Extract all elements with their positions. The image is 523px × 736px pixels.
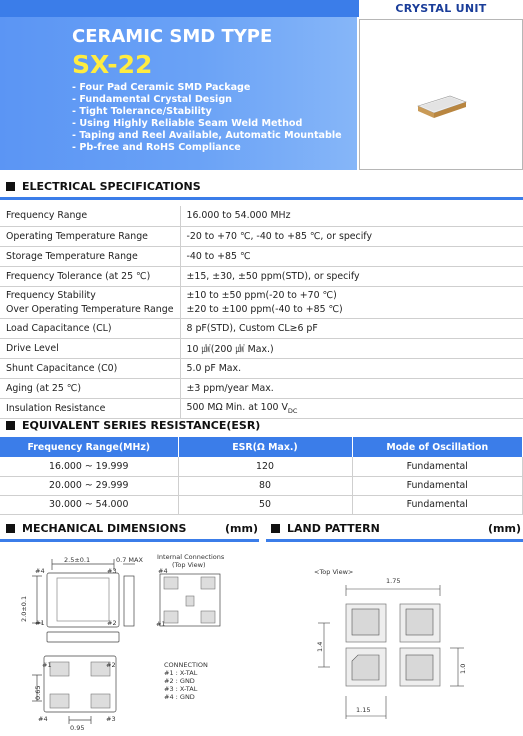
electrical-section-heading: ELECTRICAL SPECIFICATIONS	[6, 180, 201, 193]
pitch-dimension-label: 0.65	[34, 685, 42, 700]
square-bullet-icon	[6, 421, 15, 430]
pin-label: #2	[107, 619, 117, 627]
connection-item: #1 : X-TAL	[164, 669, 198, 677]
top-view-label: <Top View>	[314, 568, 354, 576]
feature-list	[72, 82, 342, 154]
square-bullet-icon	[6, 524, 15, 533]
table-row: 30.000 ~ 54.000 50 Fundamental	[0, 495, 523, 514]
electrical-spec-table	[0, 206, 523, 419]
pin-label: #1	[42, 661, 52, 669]
feature-item: - Four Pad Ceramic SMD Package	[72, 82, 251, 93]
table-row: 20.000 ~ 29.999 80 Fundamental	[0, 476, 523, 495]
width-dimension-label: 2.5±0.1	[64, 556, 91, 564]
pin-label: #1	[156, 620, 166, 628]
pin-label: #3	[106, 715, 116, 723]
connection-item: #3 : X-TAL	[164, 685, 198, 693]
feature-item: - Taping and Reel Available, Automatic Mountable	[72, 130, 342, 141]
table-row: Operating Temperature Range -20 to +70 ℃, -40 to +85 ℃, or specify	[0, 226, 523, 246]
section-divider	[266, 539, 523, 542]
esr-section-heading: EQUIVALENT SERIES RESISTANCE(ESR)	[6, 419, 260, 432]
feature-item: - Fundamental Crystal Design	[72, 94, 233, 105]
model-number: SX-22	[72, 50, 153, 79]
mechanical-dimensions-drawing	[0, 544, 260, 736]
table-row: Aging (at 25 ℃) ±3 ppm/year Max.	[0, 378, 523, 398]
pin-label: #4	[158, 567, 168, 575]
crystal-package-image	[360, 20, 522, 169]
table-row: Shunt Capacitance (C0) 5.0 pF Max.	[0, 358, 523, 378]
square-bullet-icon	[6, 182, 15, 191]
pitch-dimension-label: 0.95	[70, 724, 85, 732]
internal-connections-title: Internal Connections	[157, 553, 225, 561]
internal-connections-subtitle: (Top View)	[172, 561, 206, 569]
pin-label: #2	[106, 661, 116, 669]
table-row: Drive Level 10 ㎼(200 ㎼ Max.)	[0, 338, 523, 358]
table-row: Frequency Stability Over Operating Temperature Range ±10 to ±50 ppm(-20 to +70 ℃) ±20 to ±100 ppm(-40 to +85 ℃)	[0, 286, 523, 318]
pin-label: #3	[107, 567, 117, 575]
feature-item: - Pb-free and RoHS Compliance	[72, 142, 241, 153]
section-divider	[0, 539, 259, 542]
mechanical-section-heading: MECHANICAL DIMENSIONS	[6, 522, 186, 535]
connection-item: #4 : GND	[164, 693, 195, 701]
esr-table	[0, 437, 523, 515]
land-dimension-label: 1.0	[459, 663, 467, 674]
feature-item: - Tight Tolerance/Stability	[72, 106, 212, 117]
section-divider	[0, 197, 523, 200]
table-row: 16.000 ~ 19.999 120 Fundamental	[0, 457, 523, 476]
table-row: Storage Temperature Range -40 to +85 ℃	[0, 246, 523, 266]
thickness-dimension-label: 0.7 MAX	[116, 556, 143, 564]
connection-item: #2 : GND	[164, 677, 195, 685]
height-dimension-label: 2.0±0.1	[20, 595, 28, 622]
product-type-title: CERAMIC SMD TYPE	[72, 26, 273, 47]
feature-item: - Using Highly Reliable Seam Weld Method	[72, 118, 303, 129]
table-row: Frequency Range 16.000 to 54.000 MHz	[0, 206, 523, 226]
land-dimension-label: 1.15	[356, 706, 371, 714]
land-dimension-label: 1.75	[386, 577, 401, 585]
table-header-row: Frequency Range(MHz) ESR(Ω Max.) Mode of Oscillation	[0, 437, 523, 457]
land-pattern-drawing	[266, 544, 523, 736]
land-dimension-label: 1.4	[316, 641, 324, 652]
product-image-box	[359, 19, 523, 170]
product-category-badge: CRYSTAL UNIT	[359, 0, 523, 17]
table-row: Insulation Resistance 500 MΩ Min. at 100 $V_{DC}$	[0, 398, 523, 418]
land-unit-label: (mm)	[488, 522, 521, 535]
mechanical-unit-label: (mm)	[225, 522, 258, 535]
pin-label: #4	[38, 715, 48, 723]
table-row: Frequency Tolerance (at 25 ℃) ±15, ±30, ±50 ppm(STD), or specify	[0, 266, 523, 286]
pin-label: #1	[35, 619, 45, 627]
connection-title: CONNECTION	[164, 661, 208, 669]
square-bullet-icon	[271, 524, 280, 533]
pin-label: #4	[35, 567, 45, 575]
land-section-heading: LAND PATTERN	[271, 522, 380, 535]
table-row: Load Capacitance (CL) 8 pF(STD), Custom CL≥6 pF	[0, 318, 523, 338]
